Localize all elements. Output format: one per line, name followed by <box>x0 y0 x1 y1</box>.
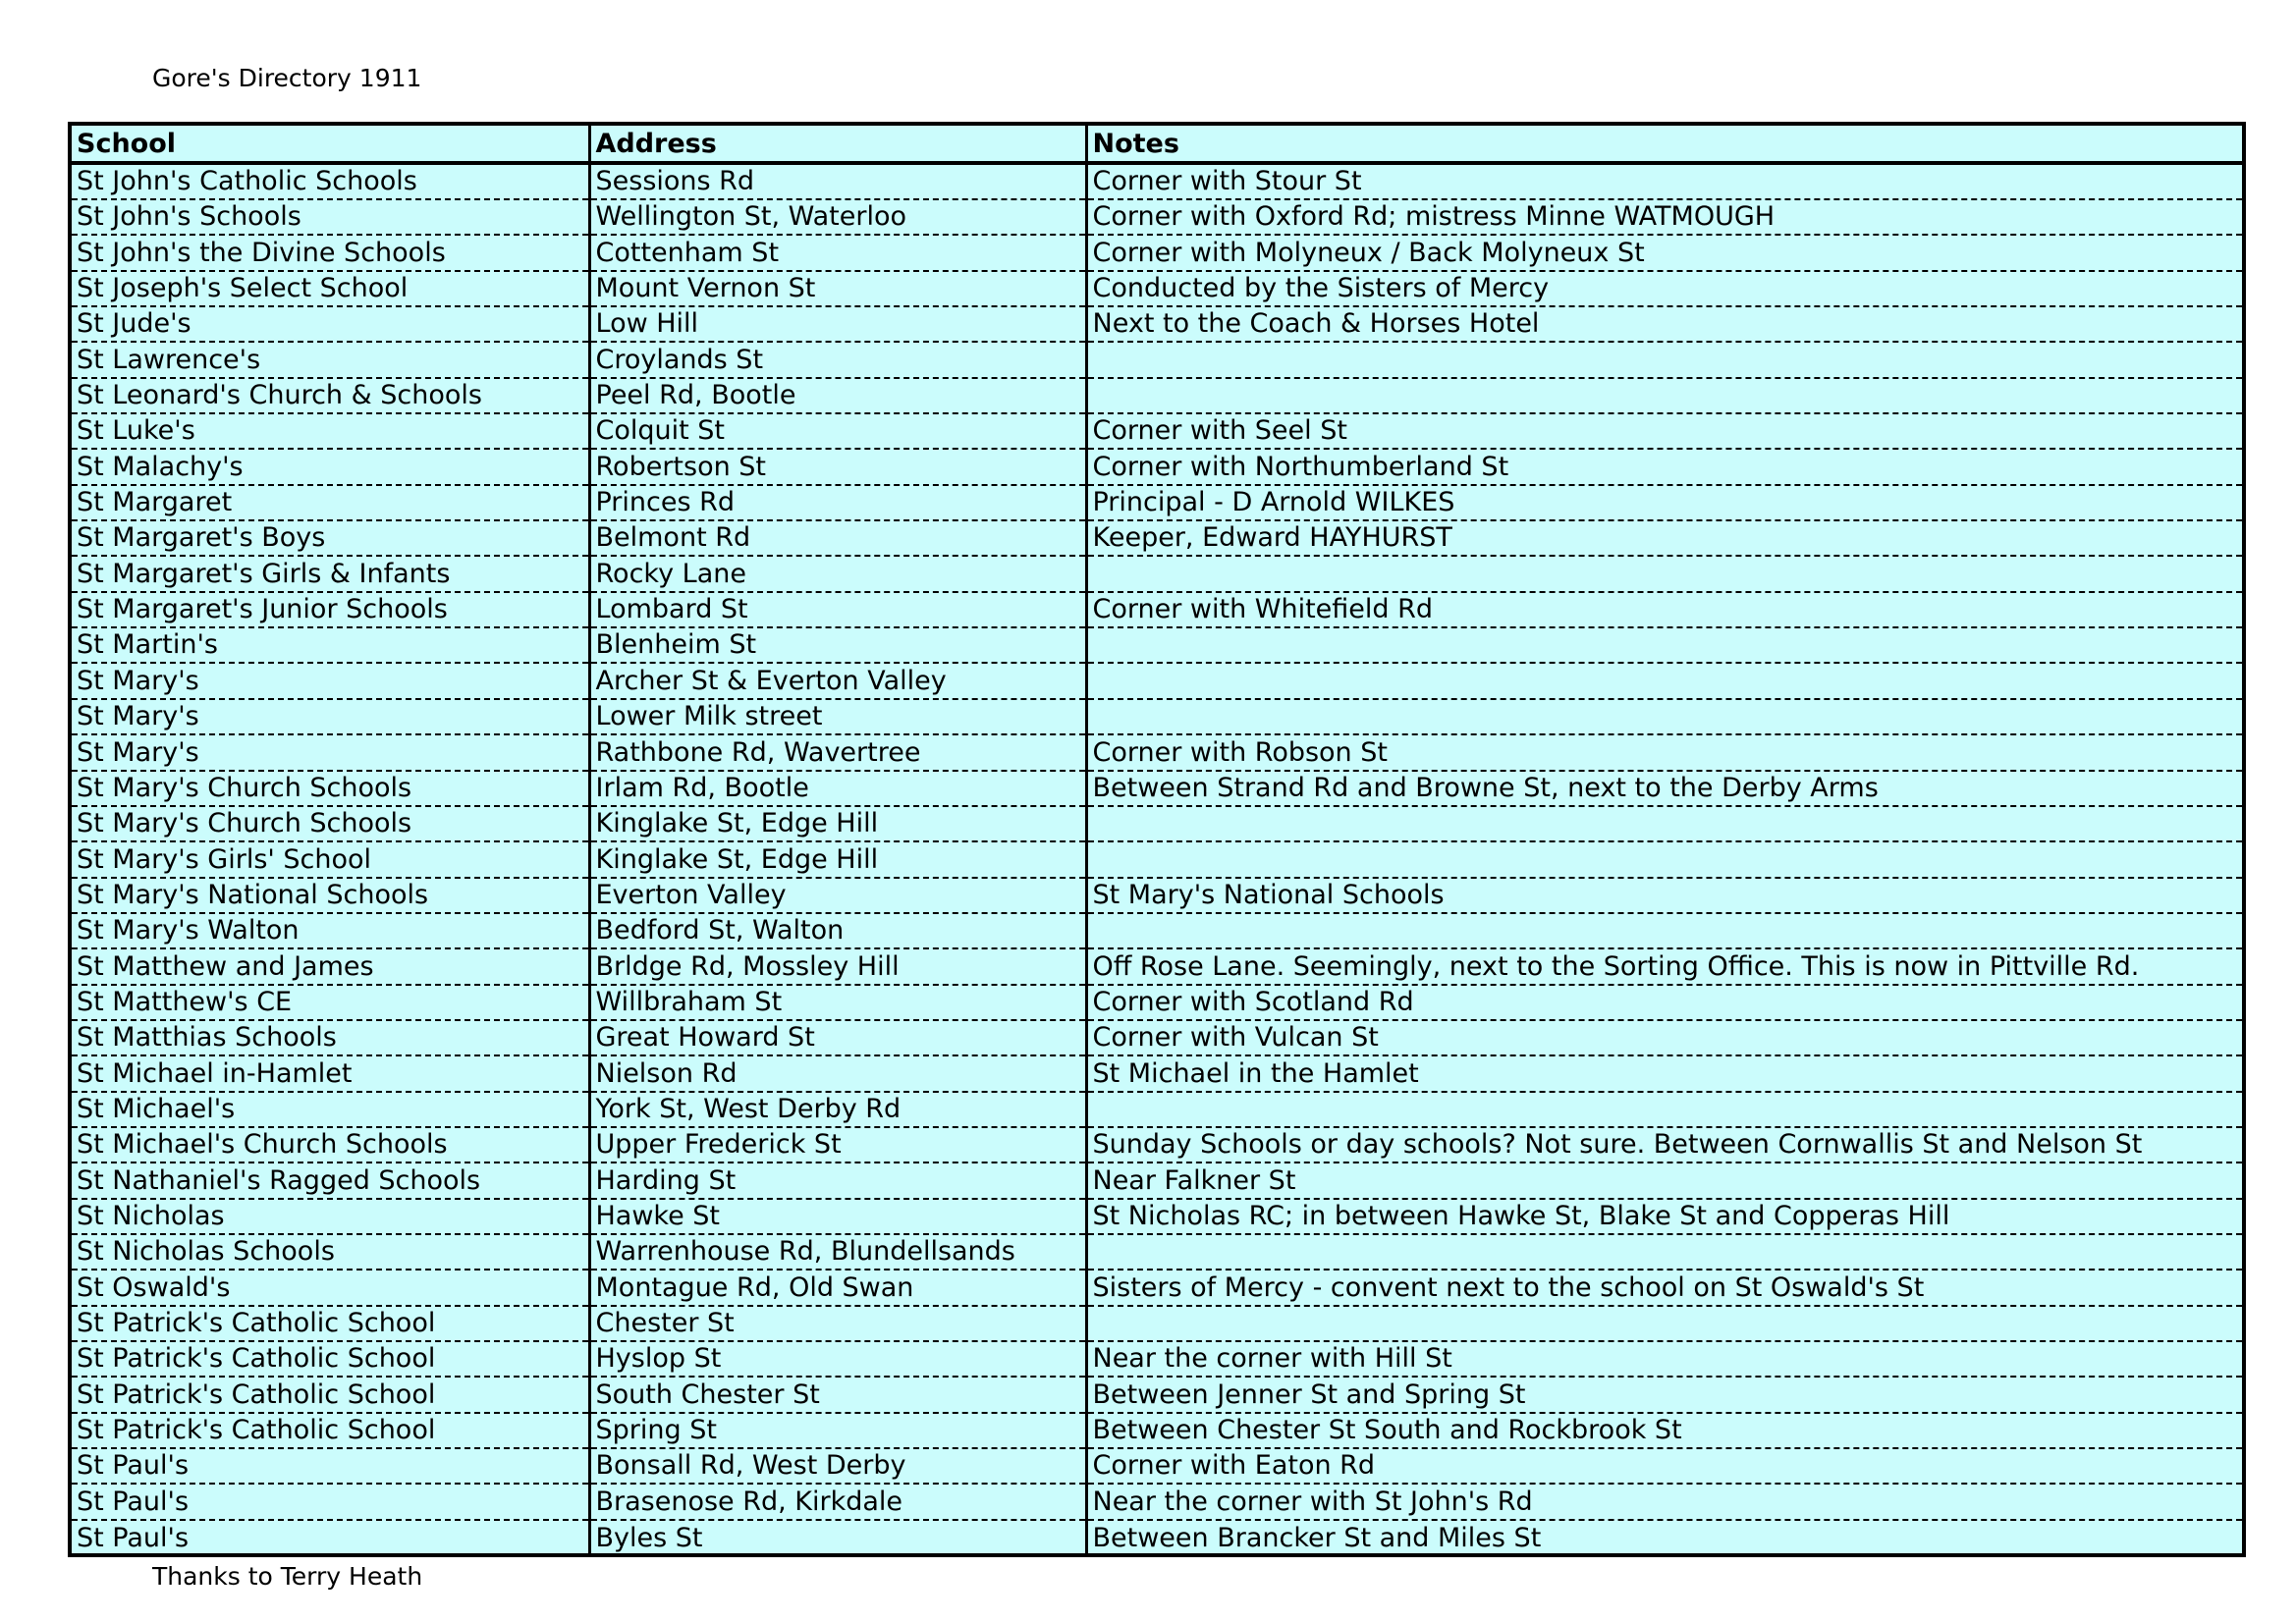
school-cell: St Matthew and James <box>72 948 589 984</box>
address-cell: Blenheim St <box>589 627 1086 663</box>
table-row <box>72 985 2242 1020</box>
notes-cell: Between Brancker St and Miles St <box>1092 1523 1542 1554</box>
school-cell: St Patrick's Catholic School <box>72 1341 589 1377</box>
school-cell: St Lawrence's <box>72 342 589 377</box>
address-cell: Nielson Rd <box>589 1055 1086 1091</box>
school-cell: St Martin's <box>72 627 589 663</box>
school-cell: St Paul's <box>72 1448 589 1484</box>
notes-cell <box>1086 1234 2242 1270</box>
notes-cell: Corner with Whitefield Rd <box>1086 592 2242 627</box>
school-cell: St Mary's National Schools <box>72 878 589 913</box>
school-cell: St Mary's <box>72 699 589 734</box>
address-cell: Robertson St <box>589 449 1086 484</box>
school-cell: St Mary's Church Schools <box>72 806 589 841</box>
table-row <box>72 520 2242 556</box>
table-body <box>72 163 2242 1555</box>
address-cell: Mount Vernon St <box>589 271 1086 306</box>
table-row <box>72 913 2242 948</box>
notes-cell <box>1086 699 2242 734</box>
address-cell: Cottenham St <box>589 235 1086 270</box>
table-header-row <box>72 126 2242 163</box>
table-row <box>72 878 2242 913</box>
notes-cell: Between Chester St South and Rockbrook St <box>1086 1413 2242 1448</box>
table-row <box>72 663 2242 698</box>
table-row <box>72 413 2242 449</box>
notes-cell <box>1086 806 2242 841</box>
table-row <box>72 235 2242 270</box>
table-row <box>72 342 2242 377</box>
school-cell: St John's the Divine Schools <box>72 235 589 270</box>
notes-cell: Corner with Vulcan St <box>1086 1020 2242 1055</box>
school-cell: St Oswald's <box>72 1270 589 1305</box>
notes-cell: Corner with Northumberland St <box>1086 449 2242 484</box>
notes-cell: Keeper, Edward HAYHURST <box>1086 520 2242 556</box>
address-cell: Warrenhouse Rd, Blundellsands <box>589 1234 1086 1270</box>
notes-cell <box>1086 342 2242 377</box>
table-row <box>72 1199 2242 1234</box>
table-row <box>72 556 2242 591</box>
header-school: School <box>72 126 589 163</box>
address-cell: Hyslop St <box>589 1341 1086 1377</box>
credits-note: Thanks to Terry Heath <box>152 1562 423 1591</box>
school-cell: St Matthias Schools <box>72 1020 589 1055</box>
address-cell: Byles St <box>589 1520 1086 1555</box>
address-cell: Bedford St, Walton <box>589 913 1086 948</box>
school-cell: St Margaret's Boys <box>72 520 589 556</box>
school-cell: St Malachy's <box>72 449 589 484</box>
address-cell: Kinglake St, Edge Hill <box>589 806 1086 841</box>
notes-cell <box>1086 1306 2242 1341</box>
school-cell: St Joseph's Select School <box>72 271 589 306</box>
address-cell: Colquit St <box>589 413 1086 449</box>
notes-cell: Sunday Schools or day schools? Not sure. Between Cornwallis St and Nelson St <box>1086 1127 2242 1162</box>
table-row <box>72 1484 2242 1519</box>
header-notes: Notes <box>1086 126 2242 163</box>
notes-cell <box>1086 378 2242 413</box>
address-cell: Rocky Lane <box>589 556 1086 591</box>
notes-cell: Corner with Seel St <box>1086 413 2242 449</box>
document-title: Gore's Directory 1911 <box>152 64 422 92</box>
address-cell: Upper Frederick St <box>589 1127 1086 1162</box>
school-directory-table-container <box>68 122 2246 1557</box>
address-cell: Everton Valley <box>589 878 1086 913</box>
table-row <box>72 1341 2242 1377</box>
school-cell: St Mary's Girls' School <box>72 841 589 877</box>
header-address: Address <box>589 126 1086 163</box>
school-cell: St Mary's Walton <box>72 913 589 948</box>
notes-cell: Corner with Molyneux / Back Molyneux St <box>1086 235 2242 270</box>
notes-cell: St Nicholas RC; in between Hawke St, Blake St and Copperas Hill <box>1086 1199 2242 1234</box>
address-cell: Archer St & Everton Valley <box>589 663 1086 698</box>
school-cell: St Jude's <box>72 306 589 342</box>
school-cell: St Luke's <box>72 413 589 449</box>
notes-cell: Principal - D Arnold WILKES <box>1086 485 2242 520</box>
notes-cell: St Mary's National Schools <box>1086 878 2242 913</box>
table-row <box>72 1092 2242 1127</box>
address-cell: Chester St <box>589 1306 1086 1341</box>
address-cell: Belmont Rd <box>589 520 1086 556</box>
address-cell: York St, West Derby Rd <box>589 1092 1086 1127</box>
school-cell: St Mary's Church Schools <box>72 771 589 806</box>
table-row <box>72 1270 2242 1305</box>
notes-cell: Corner with Robson St <box>1086 734 2242 770</box>
school-cell: St Michael's Church Schools <box>72 1127 589 1162</box>
notes-cell: Off Rose Lane. Seemingly, next to the Sorting Office. This is now in Pittville Rd. <box>1086 948 2242 984</box>
table-row <box>72 841 2242 877</box>
table-row <box>72 1127 2242 1162</box>
table-row <box>72 734 2242 770</box>
table-row <box>72 271 2242 306</box>
notes-cell <box>1086 841 2242 877</box>
school-cell: St Mary's <box>72 734 589 770</box>
school-cell: St Leonard's Church & Schools <box>72 378 589 413</box>
table-row <box>72 806 2242 841</box>
school-directory-table <box>72 126 2242 1555</box>
school-cell: St Michael's <box>72 1092 589 1127</box>
notes-cell <box>1086 913 2242 948</box>
school-cell: St Paul's <box>72 1520 589 1555</box>
table-row <box>72 1234 2242 1270</box>
notes-cell: Corner with Eaton Rd <box>1086 1448 2242 1484</box>
school-cell: St Nicholas Schools <box>72 1234 589 1270</box>
address-cell: Bonsall Rd, West Derby <box>589 1448 1086 1484</box>
address-cell: Irlam Rd, Bootle <box>589 771 1086 806</box>
address-cell: Harding St <box>589 1162 1086 1198</box>
table-row <box>72 449 2242 484</box>
notes-cell: Next to the Coach & Horses Hotel <box>1086 306 2242 342</box>
table-row <box>72 163 2242 199</box>
table-row <box>72 948 2242 984</box>
notes-cell: Conducted by the Sisters of Mercy <box>1086 271 2242 306</box>
notes-cell <box>1086 627 2242 663</box>
school-cell: St Patrick's Catholic School <box>72 1413 589 1448</box>
table-row <box>72 771 2242 806</box>
address-cell: Peel Rd, Bootle <box>589 378 1086 413</box>
notes-cell: St Michael in the Hamlet <box>1086 1055 2242 1091</box>
address-cell: Montague Rd, Old Swan <box>589 1270 1086 1305</box>
school-cell: St Margaret's Junior Schools <box>72 592 589 627</box>
address-cell: Hawke St <box>589 1199 1086 1234</box>
table-row <box>72 485 2242 520</box>
notes-cell: Near the corner with St John's Rd <box>1086 1484 2242 1519</box>
notes-cell <box>1086 556 2242 591</box>
table-row <box>72 1448 2242 1484</box>
school-cell: St Nathaniel's Ragged Schools <box>72 1162 589 1198</box>
notes-cell: Near the corner with Hill St <box>1086 1341 2242 1377</box>
table-row <box>72 592 2242 627</box>
notes-cell: Corner with Stour St <box>1086 163 2242 199</box>
address-cell: Low Hill <box>589 306 1086 342</box>
school-cell: St Patrick's Catholic School <box>72 1377 589 1412</box>
address-cell: South Chester St <box>589 1377 1086 1412</box>
address-cell: Lombard St <box>589 592 1086 627</box>
address-cell: Brldge Rd, Mossley Hill <box>589 948 1086 984</box>
table-row <box>72 1020 2242 1055</box>
school-cell: St Mary's <box>72 663 589 698</box>
address-cell: Willbraham St <box>589 985 1086 1020</box>
notes-cell: Near Falkner St <box>1086 1162 2242 1198</box>
table-row <box>72 1055 2242 1091</box>
address-cell: Brasenose Rd, Kirkdale <box>589 1484 1086 1519</box>
school-cell: St John's Catholic Schools <box>72 163 589 199</box>
address-cell: Croylands St <box>589 342 1086 377</box>
notes-cell: Between Strand Rd and Browne St, next to the Derby Arms <box>1086 771 2242 806</box>
school-cell: St Margaret's Girls & Infants <box>72 556 589 591</box>
school-cell: St Nicholas <box>72 1199 589 1234</box>
school-cell: St Paul's <box>72 1484 589 1519</box>
notes-cell: Between Jenner St and Spring St <box>1086 1377 2242 1412</box>
address-cell: Princes Rd <box>589 485 1086 520</box>
notes-cell <box>1086 1092 2242 1127</box>
school-cell: St John's Schools <box>72 199 589 235</box>
notes-cell <box>1086 663 2242 698</box>
address-cell: Wellington St, Waterloo <box>589 199 1086 235</box>
address-cell: Lower Milk street <box>589 699 1086 734</box>
table-row <box>72 627 2242 663</box>
table-row <box>72 199 2242 235</box>
address-cell: Sessions Rd <box>589 163 1086 199</box>
table-row <box>72 1413 2242 1448</box>
table-row <box>72 378 2242 413</box>
address-cell: Rathbone Rd, Wavertree <box>589 734 1086 770</box>
address-cell: Great Howard St <box>589 1020 1086 1055</box>
address-cell: Spring St <box>589 1413 1086 1448</box>
notes-cell: Sisters of Mercy - convent next to the school on St Oswald's St <box>1086 1270 2242 1305</box>
table-row <box>72 1162 2242 1198</box>
school-cell: St Matthew's CE <box>72 985 589 1020</box>
school-cell: St Margaret <box>72 485 589 520</box>
table-row <box>72 306 2242 342</box>
school-cell: St Michael in-Hamlet <box>72 1055 589 1091</box>
table-row <box>72 1377 2242 1412</box>
school-cell: St Patrick's Catholic School <box>72 1306 589 1341</box>
notes-cell: Corner with Oxford Rd; mistress Minne WATMOUGH <box>1086 199 2242 235</box>
notes-cell: Corner with Scotland Rd <box>1086 985 2242 1020</box>
address-cell: Kinglake St, Edge Hill <box>589 841 1086 877</box>
table-row <box>72 1520 2242 1555</box>
table-row <box>72 699 2242 734</box>
table-row <box>72 1306 2242 1341</box>
